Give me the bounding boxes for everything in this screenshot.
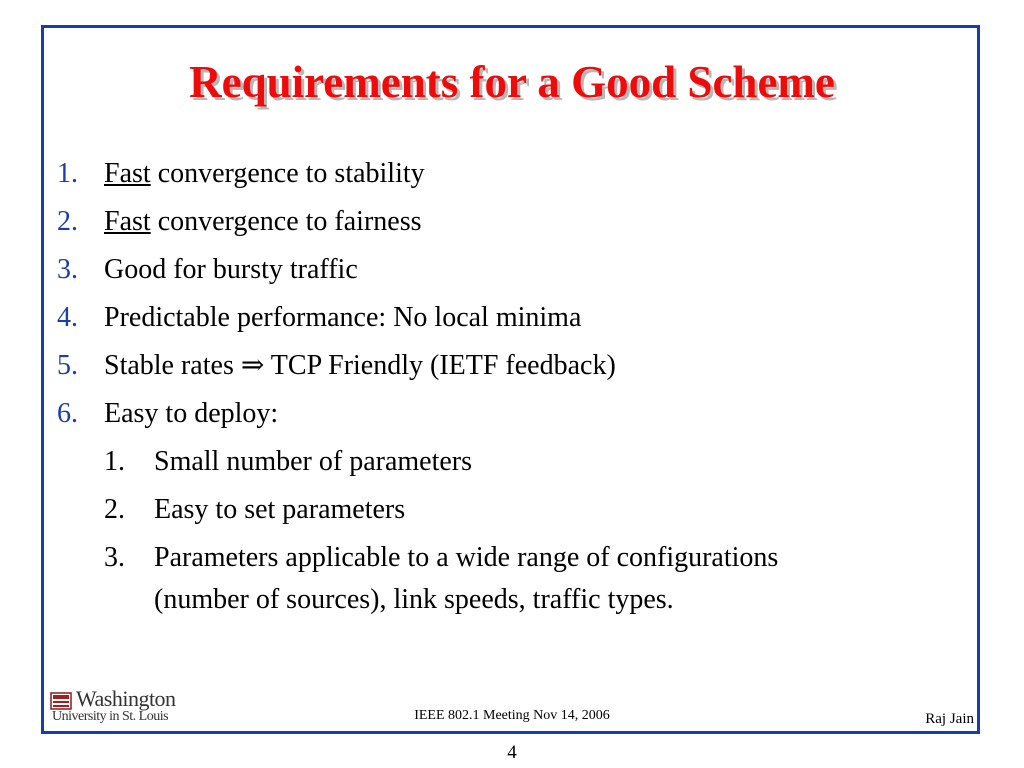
logo-text-washington: Washington	[76, 686, 176, 711]
sub-list-text: (number of sources), link speeds, traffic types.	[154, 584, 674, 615]
sub-list-text: Easy to set parameters	[154, 494, 406, 525]
meeting-info: IEEE 802.1 Meeting Nov 14, 2006	[414, 708, 610, 723]
list-number: 4.	[57, 302, 78, 333]
list-number: 2.	[57, 206, 78, 237]
list-text: convergence to stability	[150, 158, 425, 189]
list-number: 1.	[57, 158, 78, 189]
author-name: Raj Jain	[925, 711, 974, 727]
sub-list-number: 3.	[104, 542, 125, 573]
sub-list-number: 1.	[104, 446, 125, 477]
list-item	[57, 294, 957, 342]
list-item	[57, 246, 957, 294]
list-item	[57, 390, 957, 438]
list-text: Easy to deploy:	[104, 398, 279, 429]
sub-list-item	[57, 438, 957, 486]
list-item	[57, 342, 957, 390]
list-text: convergence to fairness	[150, 206, 422, 237]
list-text: Good for bursty traffic	[104, 254, 358, 285]
list-text: Stable rates	[104, 350, 241, 381]
logo-text-university: University in St. Louis	[52, 709, 169, 724]
list-item	[57, 150, 957, 198]
list-number: 6.	[57, 398, 78, 429]
list-text: TCP Friendly (IETF feedback)	[264, 350, 616, 381]
list-number: 5.	[57, 350, 78, 381]
slide-title: Requirements for a Good Scheme	[189, 57, 835, 107]
sub-list-item	[57, 537, 957, 621]
emphasis-text: Fast	[104, 206, 151, 237]
implies-arrow-icon: ⇒	[240, 350, 265, 381]
sub-list-number: 2.	[104, 494, 125, 525]
list-text: Predictable performance: No local minima	[104, 302, 582, 333]
emphasis-text: Fast	[104, 158, 151, 189]
requirements-list	[57, 150, 957, 621]
list-number: 3.	[57, 254, 78, 285]
page-number: 4	[507, 742, 517, 763]
sub-list-item	[57, 486, 957, 534]
sub-list-text: Parameters applicable to a wide range of configurations	[154, 542, 779, 573]
sub-list-text: Small number of parameters	[154, 446, 473, 477]
list-item	[57, 198, 957, 246]
